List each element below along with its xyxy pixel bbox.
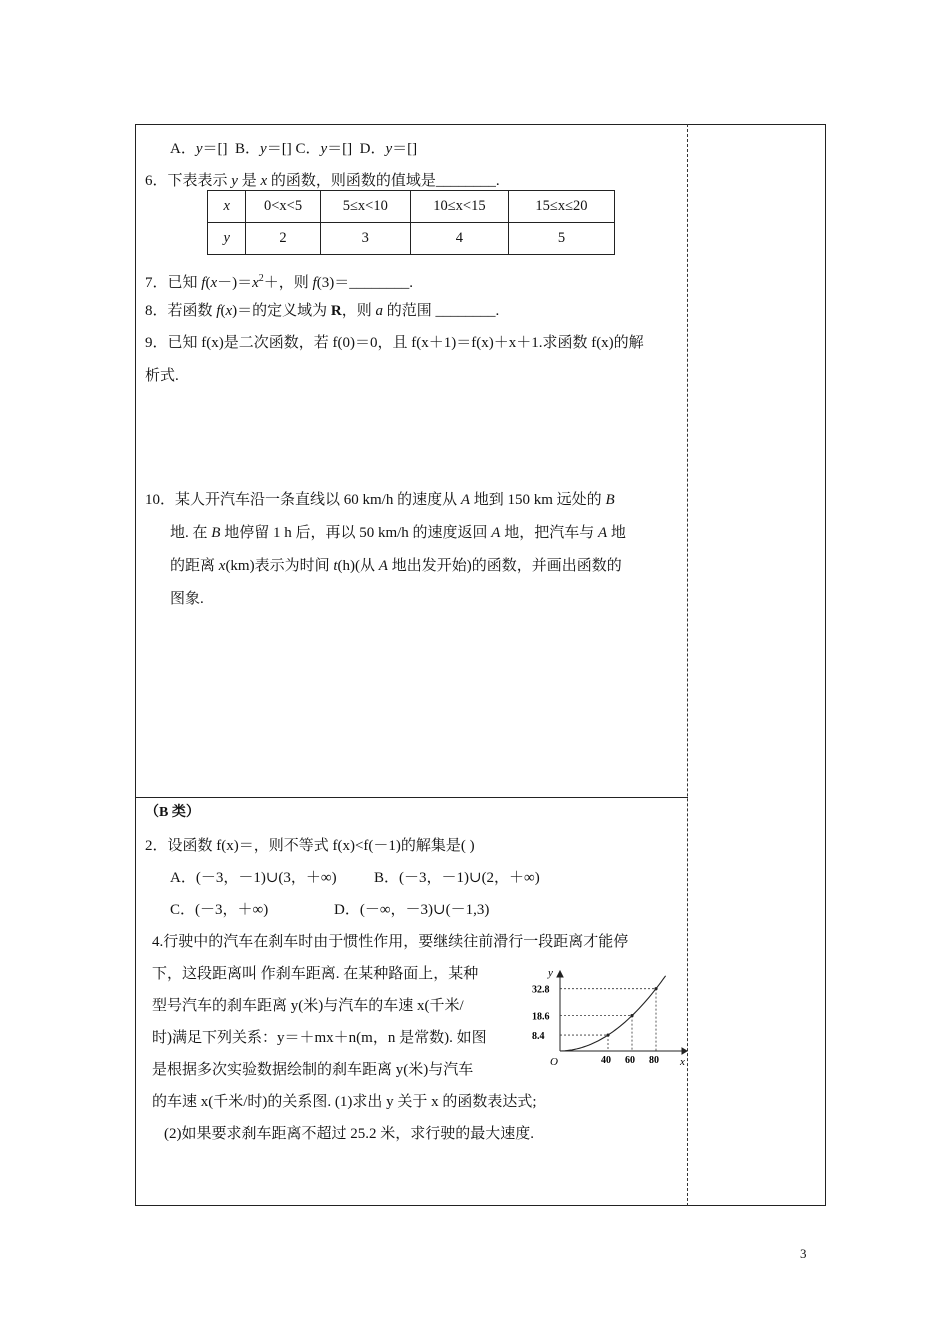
data-point [630,1014,633,1017]
q5-option-d-label: D． [359,141,386,157]
q7-x1: x [210,275,218,291]
q8-p3: ，则 [341,303,376,319]
q9-line1: 9．已知 f(x)是二次函数，若 f(0)＝0，且 f(x＋1)＝f(x)＋x＋1.求函数 f(x)的解 [145,335,644,351]
q7-p1: ( [205,275,211,291]
q5-option-b-eq: ＝[] [266,141,292,157]
y-tick-label: 18.6 [532,1011,550,1023]
q10-l3d: 地出发开始)的函数，并画出函数的 [387,558,622,574]
q7-a: 7．已知 [145,275,202,291]
section-divider [135,797,688,798]
q6-table [207,190,615,255]
table-cell: 10≤x<15 [410,191,508,223]
q8-x: x [225,303,233,319]
q6-mid: 是 [237,173,261,189]
q10-l2A: A [491,525,501,541]
qb2-stem: 2．设函数 f(x)＝，则不等式 f(x)<f(－1)的解集是( ) [145,838,475,854]
qb2-option-c: C．(－3，＋∞) [170,902,269,918]
q8-f: f [216,303,221,319]
q7-tail: ＋，则 [263,275,313,291]
qb4-line5: 是根据多次实验数据绘制的刹车距离 y(米)与汽车 [152,1062,474,1078]
q6-suffix: 的函数，则函数的值域是________. [267,173,500,189]
q8-tail: 的范围 ________. [382,303,500,319]
q5-option-c-var: y [320,141,328,157]
q7-f2: f [312,275,317,291]
q7-exponent: 2 [258,273,264,284]
q6-var-y: y [231,173,238,189]
qb2-option-d: D．(－∞，－3)∪(－1,3) [334,902,490,918]
section-b-title: （B 类） [145,805,200,820]
q8-p2: )＝的定义域为 [232,303,331,319]
x-tick-label: 80 [649,1055,659,1066]
q7-x2: x [252,275,259,291]
origin-label: O [550,1056,558,1068]
table-cell: 5 [508,223,614,255]
q7-p3: (3)＝________. [316,275,413,291]
qb4-line6: 的车速 x(千米/时)的关系图. (1)求出 y 关于 x 的函数表达式; [152,1094,537,1110]
q5-option-c-eq: ＝[] [327,141,353,157]
q10-l1b: 地到 150 km 远处的 [470,492,606,508]
q5-option-a-eq: ＝[] [202,141,228,157]
q10-l3t: t [333,558,338,574]
q5-option-d-var: y [385,141,393,157]
table-cell: 0<x<5 [246,191,320,223]
q10-l3A: A [378,558,388,574]
table-row [208,223,615,255]
q8-R: R [330,303,342,319]
q6-stem [145,171,500,191]
qb2-option-b: B．(－3，－1)∪(2，＋∞) [374,870,540,886]
q10-l2B: B [211,525,221,541]
data-point [606,1033,609,1036]
table-row [208,191,615,223]
data-point [654,987,657,990]
q5-option-b-var: y [260,141,267,157]
q5-option-d-eq: ＝[] [392,141,418,157]
table-cell: 5≤x<10 [320,191,410,223]
series-line [560,976,666,1051]
q6-prefix: 6．下表表示 [145,173,232,189]
qb4-line7: (2)如果要求刹车距离不超过 25.2 米，求行驶的最大速度. [164,1126,534,1142]
q10-l3c: (h)(从 [337,558,379,574]
q10-l1A: A [460,492,471,508]
x-axis-label: x [680,1056,685,1068]
qb4-line4: 时)满足下列关系：y＝＋mx＋n(m，n 是常数). 如图 [152,1030,487,1046]
q10-l1B: B [605,492,615,508]
q6-var-x: x [260,173,268,189]
q10-line2 [170,523,626,543]
q10-l2a: 地. 在 [170,525,212,541]
q8-p1: ( [220,303,226,319]
q10-l3a: 的距离 [170,558,219,574]
qb2-option-a: A．(－3，－1)∪(3，＋∞) [170,870,337,886]
x-tick-label: 40 [601,1055,611,1066]
x-axis-arrow [682,1048,687,1054]
table-header-y: y [208,223,246,255]
q10-l3b: (km)表示为时间 [225,558,334,574]
q10-l2c: 地，把汽车与 [500,525,598,541]
y-tick-label: 32.8 [532,984,550,996]
q10-l3x: x [218,558,226,574]
q5-options [170,139,417,159]
table-cell: 4 [410,223,508,255]
q10-l2b: 地停留 1 h 后，再以 50 km/h 的速度返回 [220,525,492,541]
y-axis-arrow [557,971,563,977]
q10-line4: 图象. [170,591,204,607]
q8-a: 8．若函数 [145,303,217,319]
q5-option-b-label: B． [235,141,261,157]
page-number: 3 [800,1246,807,1261]
y-tick-label: 8.4 [532,1031,545,1043]
qb4-line3: 型号汽车的刹车距离 y(米)与汽车的车速 x(千米/ [152,998,464,1014]
q10-l2d: 地 [607,525,626,541]
qb4-line2: 下，这段距离叫 作刹车距离. 在某种路面上，某种 [152,966,479,982]
q9-line2: 析式. [145,368,179,384]
qb4-line1: 4.行驶中的汽车在刹车时由于惯性作用，要继续往前滑行一段距离才能停 [152,934,629,950]
q5-option-c-label: C． [295,141,321,157]
q10-l2A2: A [597,525,608,541]
q7-p2: －)＝ [217,275,253,291]
table-cell: 2 [246,223,320,255]
q5-option-a-var: y [195,141,203,157]
q10-line3 [170,556,622,576]
table-header-x: x [208,191,246,223]
q5-option-a-label: A． [170,141,196,157]
q8-a-var: a [375,303,383,319]
q7 [145,269,413,293]
y-axis-label: y [548,967,553,979]
q7-f1: f [201,275,206,291]
x-tick-label: 60 [625,1055,635,1066]
table-cell: 3 [320,223,410,255]
q10-line1 [145,490,615,510]
q8 [145,301,499,321]
braking-distance-chart [530,965,690,1070]
q10-l1a: 10．某人开汽车沿一条直线以 60 km/h 的速度从 [145,492,461,508]
table-cell: 15≤x≤20 [508,191,614,223]
